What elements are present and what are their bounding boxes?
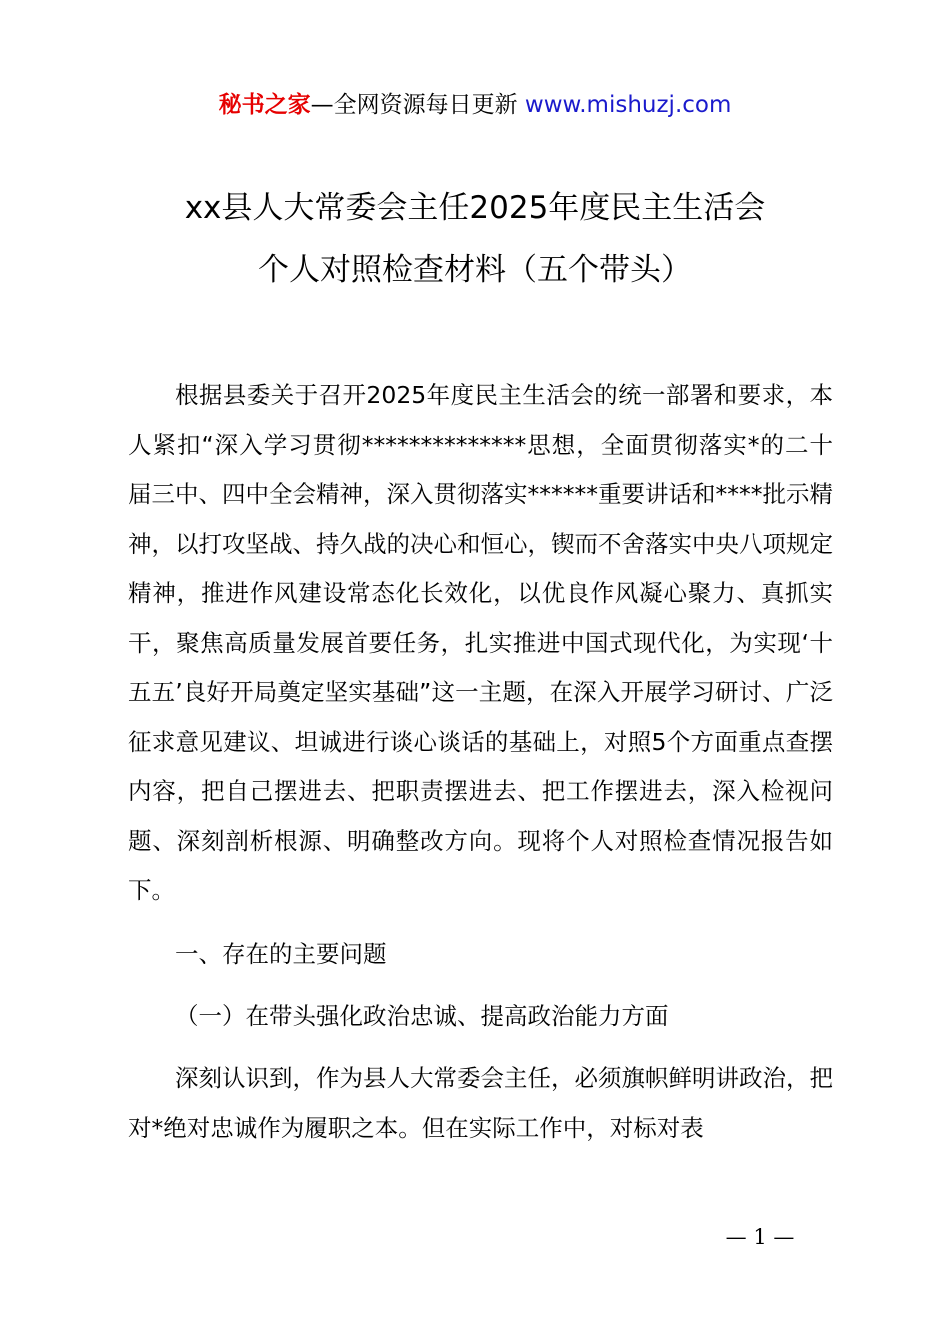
- document-title-line-1: xx县人大常委会主任2025年度民主生活会: [184, 190, 766, 226]
- section-heading: 一、存在的主要问题: [175, 940, 387, 968]
- site-header: [0, 88, 950, 122]
- document-title-line-2: 个人对照检查材料（五个带头）: [258, 252, 692, 288]
- page-number: — 1 —: [725, 1225, 795, 1249]
- site-tagline: —全网资源每日更新: [310, 92, 518, 118]
- site-url[interactable]: www.mishuzj.com: [524, 92, 732, 118]
- intro-paragraph: 根据县委关于召开2025年度民主生活会的统一部署和要求，本人紧扣“深入学习贯彻**************思想，全面贯彻落实*的二十届三中、四中全会精神，深入贯彻落实******重要讲话和****批示精神，以打攻坚战、持久战的决心和恒心，锲而不舍落实中央八项规定精神，推进作风建设常态化长效化，以优良作风凝心聚力、真抓实干，聚焦高质量发展首要任务，扎实推进中国式现代化，为实现‘十五五’良好开局奠定坚实基础”这一主题，在深入开展学习研讨、广泛征求意见建议、坦诚进行谈心谈话的基础上，对照5个方面重点查摆内容，把自己摆进去、把职责摆进去、把工作摆进去，深入检视问题、深刻剖析根源、明确整改方向。现将个人对照检查情况报告如下。: [128, 381, 833, 904]
- subsection-heading: （一）在带头强化政治忠诚、提高政治能力方面: [175, 1002, 669, 1030]
- body-paragraph: 深刻认识到，作为县人大常委会主任，必须旗帜鲜明讲政治，把对*绝对忠诚作为履职之本。但在实际工作中，对标对表: [128, 1064, 833, 1142]
- site-brand: 秘书之家: [218, 92, 311, 118]
